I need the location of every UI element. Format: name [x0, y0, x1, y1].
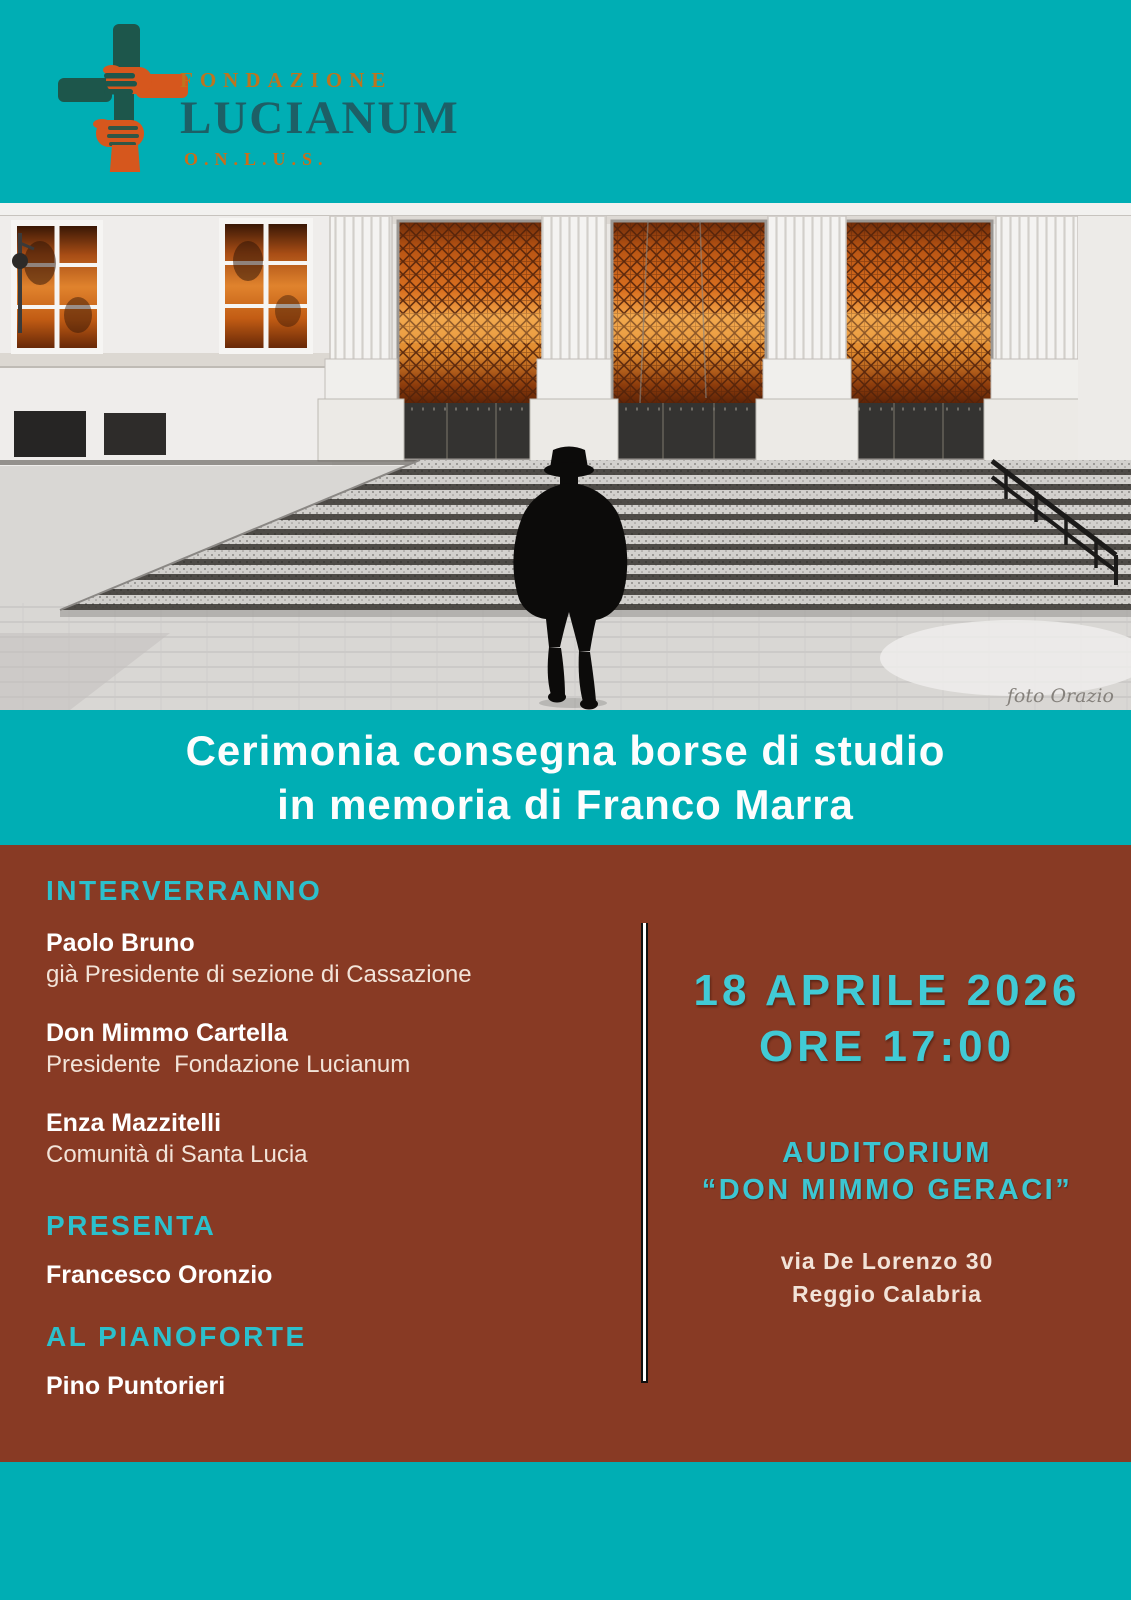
- event-date-block: [652, 963, 1122, 1075]
- speaker-entry: [46, 1107, 611, 1170]
- presenter-heading: PRESENTA: [46, 1210, 217, 1241]
- venue-name-line2: “DON MIMMO GERACI”: [701, 1174, 1073, 1206]
- footer-band: [0, 1462, 1131, 1600]
- poster-title-line1: Cerimonia consegna borse di studio: [185, 726, 946, 774]
- pianist-name: Pino Puntorieri: [46, 1372, 226, 1400]
- venue-block: [652, 1135, 1122, 1209]
- presenter-name: Francesco Oronzio: [46, 1261, 273, 1289]
- left-building-wall: [0, 216, 332, 466]
- glowing-door-grates: [398, 221, 992, 460]
- speaker-role: già Presidente di sezione di Cassazione: [46, 961, 472, 988]
- program-column: [46, 875, 611, 1402]
- ceremony-photo: [0, 203, 1131, 710]
- event-date: 18 APRILE 2026: [693, 966, 1081, 1015]
- speaker-entry: [46, 1017, 611, 1080]
- hands-cross-icon: [52, 22, 192, 172]
- event-time: ORE 17:00: [758, 1022, 1016, 1071]
- speaker-name: Don Mimmo Cartella: [46, 1019, 288, 1047]
- event-info-column: [652, 845, 1122, 1311]
- piano-heading: AL PIANOFORTE: [46, 1321, 307, 1352]
- address-city: Reggio Calabria: [791, 1281, 983, 1307]
- logo-org-suffix: O.N.L.U.S.: [184, 149, 329, 169]
- title-band: [0, 710, 1131, 845]
- speakers-heading: INTERVERRANNO: [46, 875, 323, 906]
- vertical-divider: [641, 923, 648, 1383]
- photo-watermark: foto Orazio: [1006, 685, 1114, 707]
- fondazione-lucianum-logo: [52, 22, 460, 172]
- header-band: [0, 0, 1131, 203]
- speaker-name: Enza Mazzitelli: [46, 1109, 222, 1137]
- event-details-section: [0, 845, 1131, 1462]
- speaker-entry: [46, 927, 611, 990]
- address-block: [652, 1245, 1122, 1311]
- venue-name-line1: AUDITORIUM: [782, 1137, 992, 1169]
- logo-text: [180, 22, 460, 172]
- poster-title-line2: in memoria di Franco Marra: [277, 780, 854, 828]
- address-street: via De Lorenzo 30: [780, 1248, 994, 1274]
- logo-org-name: LUCIANUM: [180, 92, 460, 144]
- speaker-role: Presidente Fondazione Lucianum: [46, 1051, 411, 1078]
- speaker-name: Paolo Bruno: [46, 929, 195, 957]
- speaker-role: Comunità di Santa Lucia: [46, 1141, 308, 1168]
- logo-org-type: FONDAZIONE: [180, 68, 393, 92]
- ceremony-photo-illustration: [0, 203, 1131, 710]
